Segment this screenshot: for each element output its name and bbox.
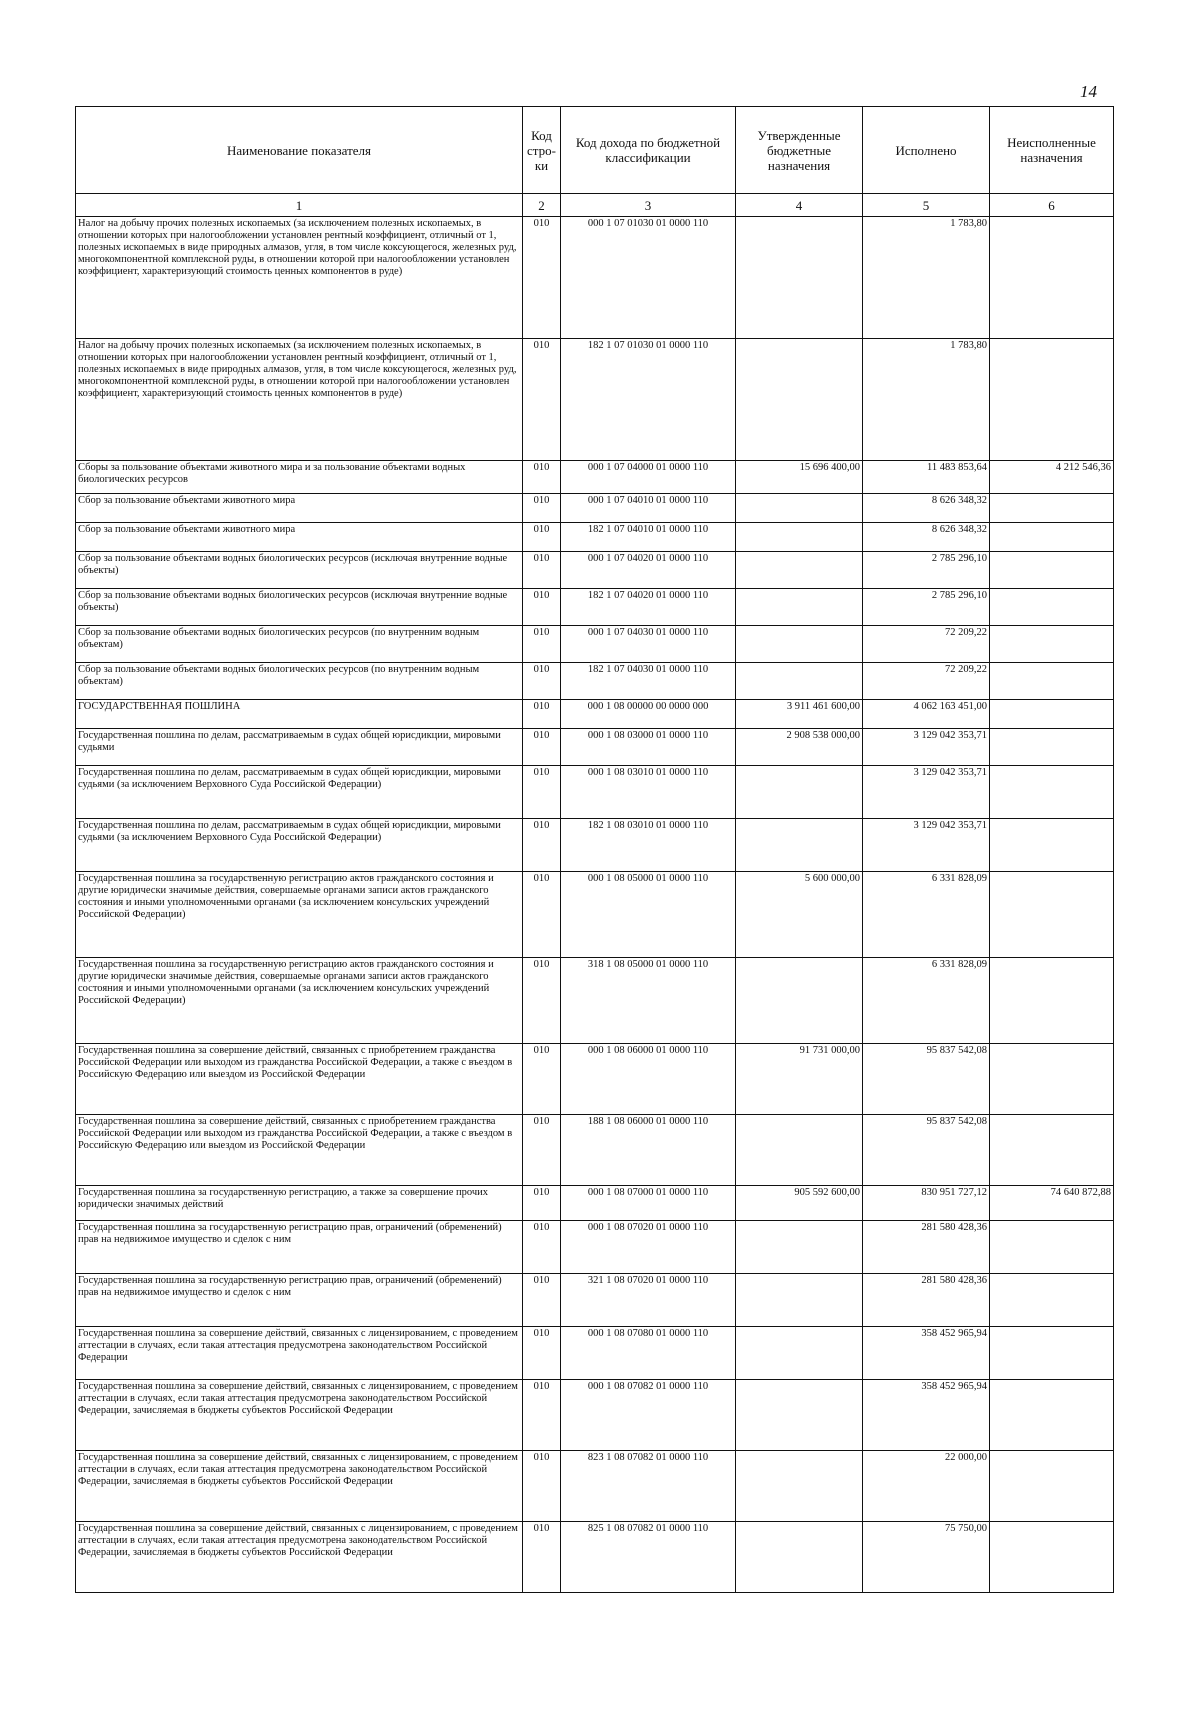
row-line-code: 010 [523, 819, 561, 872]
row-line-code: 010 [523, 1115, 561, 1186]
column-number: 2 [523, 194, 561, 217]
row-unexecuted-amount [990, 339, 1114, 461]
row-indicator-name: Государственная пошлина за совершение действий, связанных с приобретением гражданства Российской Федерации или выходом из гражданства Российской Федерации, а также с въездом в Российскую Федерацию или выездом из Российской Федерации [76, 1044, 523, 1115]
table-row [76, 461, 1114, 494]
row-unexecuted-amount [990, 589, 1114, 626]
row-executed-amount: 3 129 042 353,71 [863, 729, 990, 766]
table-row [76, 523, 1114, 552]
row-income-code: 182 1 07 04020 01 0000 110 [561, 589, 736, 626]
row-indicator-name: Государственная пошлина за государственную регистрацию, а также за совершение прочих юридически значимых действий [76, 1186, 523, 1221]
table-row [76, 819, 1114, 872]
row-income-code: 000 1 07 04010 01 0000 110 [561, 494, 736, 523]
row-indicator-name: Сбор за пользование объектами водных биологических ресурсов (по внутренним водным объектам) [76, 626, 523, 663]
header-row [76, 107, 1114, 194]
column-number: 6 [990, 194, 1114, 217]
row-line-code: 010 [523, 523, 561, 552]
header-unexecuted: Неисполненные назначения [990, 107, 1114, 194]
row-indicator-name: Государственная пошлина за совершение действий, связанных с лицензированием, с проведением аттестации в случаях, если такая аттестация предусмотрена законодательством Российской Федерации, зачисляемая в бюджеты субъектов Российской Федерации [76, 1522, 523, 1593]
row-executed-amount: 6 331 828,09 [863, 958, 990, 1044]
row-approved-amount [736, 339, 863, 461]
row-indicator-name: Государственная пошлина за совершение действий, связанных с лицензированием, с проведением аттестации в случаях, если такая аттестация предусмотрена законодательством Российской Федерации [76, 1327, 523, 1380]
table-row [76, 217, 1114, 339]
row-indicator-name: Государственная пошлина за государственную регистрацию актов гражданского состояния и другие юридически значимые действия, совершаемые органами записи актов гражданского состояния и иными уполномоченными органами (за исключением консульских учреждений Российской Федерации) [76, 958, 523, 1044]
row-executed-amount: 3 129 042 353,71 [863, 819, 990, 872]
row-unexecuted-amount [990, 1327, 1114, 1380]
table-row [76, 872, 1114, 958]
row-indicator-name: Сбор за пользование объектами водных биологических ресурсов (исключая внутренние водные объекты) [76, 589, 523, 626]
row-indicator-name: Государственная пошлина за государственную регистрацию прав, ограничений (обременений) прав на недвижимое имущество и сделок с ним [76, 1221, 523, 1274]
row-line-code: 010 [523, 729, 561, 766]
row-indicator-name: Государственная пошлина за государственную регистрацию прав, ограничений (обременений) прав на недвижимое имущество и сделок с ним [76, 1274, 523, 1327]
row-unexecuted-amount [990, 729, 1114, 766]
row-approved-amount [736, 1274, 863, 1327]
row-income-code: 000 1 08 03000 01 0000 110 [561, 729, 736, 766]
row-unexecuted-amount [990, 552, 1114, 589]
row-line-code: 010 [523, 626, 561, 663]
row-approved-amount [736, 1522, 863, 1593]
table-row [76, 958, 1114, 1044]
row-indicator-name: Налог на добычу прочих полезных ископаемых (за исключением полезных ископаемых, в отношении которых при налогообложении установлен рентный коэффициент, отличный от 1, полезных ископаемых в виде природных алмазов, угля, в том числе коксующегося, железных руд, многокомпонентной комплексной руды, в отношении которой при налогообложении установлен коэффициент, характеризующий стоимость ценных компонентов в руде) [76, 339, 523, 461]
header-income-code: Код дохода по бюджетной классификации [561, 107, 736, 194]
row-unexecuted-amount: 4 212 546,36 [990, 461, 1114, 494]
row-income-code: 000 1 08 07000 01 0000 110 [561, 1186, 736, 1221]
row-line-code: 010 [523, 872, 561, 958]
row-unexecuted-amount [990, 663, 1114, 700]
row-unexecuted-amount [990, 700, 1114, 729]
row-income-code: 000 1 08 03010 01 0000 110 [561, 766, 736, 819]
row-executed-amount: 358 452 965,94 [863, 1380, 990, 1451]
table-row [76, 700, 1114, 729]
row-unexecuted-amount [990, 217, 1114, 339]
header-indicator-name: Наименование показателя [76, 107, 523, 194]
row-approved-amount: 905 592 600,00 [736, 1186, 863, 1221]
row-unexecuted-amount: 74 640 872,88 [990, 1186, 1114, 1221]
row-line-code: 010 [523, 663, 561, 700]
row-unexecuted-amount [990, 626, 1114, 663]
row-income-code: 000 1 08 07082 01 0000 110 [561, 1380, 736, 1451]
table-row [76, 729, 1114, 766]
row-unexecuted-amount [990, 1380, 1114, 1451]
table-row [76, 766, 1114, 819]
row-indicator-name: Государственная пошлина по делам, рассматриваемым в судах общей юрисдикции, мировыми судьями (за исключением Верховного Суда Российской Федерации) [76, 819, 523, 872]
row-line-code: 010 [523, 494, 561, 523]
row-approved-amount [736, 1327, 863, 1380]
row-indicator-name: Сборы за пользование объектами животного мира и за пользование объектами водных биологических ресурсов [76, 461, 523, 494]
row-income-code: 321 1 08 07020 01 0000 110 [561, 1274, 736, 1327]
row-unexecuted-amount [990, 1044, 1114, 1115]
table-row [76, 626, 1114, 663]
row-line-code: 010 [523, 1221, 561, 1274]
row-line-code: 010 [523, 552, 561, 589]
table-row [76, 589, 1114, 626]
row-income-code: 182 1 07 04030 01 0000 110 [561, 663, 736, 700]
row-line-code: 010 [523, 766, 561, 819]
row-executed-amount: 2 785 296,10 [863, 552, 990, 589]
row-income-code: 000 1 08 06000 01 0000 110 [561, 1044, 736, 1115]
table-row [76, 663, 1114, 700]
row-income-code: 000 1 08 07080 01 0000 110 [561, 1327, 736, 1380]
row-executed-amount: 8 626 348,32 [863, 494, 990, 523]
row-approved-amount [736, 1221, 863, 1274]
row-executed-amount: 2 785 296,10 [863, 589, 990, 626]
row-income-code: 000 1 07 01030 01 0000 110 [561, 217, 736, 339]
row-executed-amount: 830 951 727,12 [863, 1186, 990, 1221]
row-unexecuted-amount [990, 766, 1114, 819]
table-row [76, 1380, 1114, 1451]
row-indicator-name: Государственная пошлина за совершение действий, связанных с лицензированием, с проведением аттестации в случаях, если такая аттестация предусмотрена законодательством Российской Федерации, зачисляемая в бюджеты субъектов Российской Федерации [76, 1451, 523, 1522]
row-approved-amount [736, 217, 863, 339]
column-number: 3 [561, 194, 736, 217]
row-indicator-name: Сбор за пользование объектами животного мира [76, 494, 523, 523]
row-unexecuted-amount [990, 1522, 1114, 1593]
row-income-code: 823 1 08 07082 01 0000 110 [561, 1451, 736, 1522]
row-income-code: 000 1 07 04020 01 0000 110 [561, 552, 736, 589]
row-income-code: 000 1 08 00000 00 0000 000 [561, 700, 736, 729]
row-executed-amount: 95 837 542,08 [863, 1044, 990, 1115]
row-line-code: 010 [523, 1274, 561, 1327]
row-indicator-name: Государственная пошлина по делам, рассматриваемым в судах общей юрисдикции, мировыми судьями [76, 729, 523, 766]
row-unexecuted-amount [990, 494, 1114, 523]
row-line-code: 010 [523, 1522, 561, 1593]
row-executed-amount: 3 129 042 353,71 [863, 766, 990, 819]
row-approved-amount [736, 626, 863, 663]
table-row [76, 1274, 1114, 1327]
table-row [76, 1044, 1114, 1115]
row-unexecuted-amount [990, 819, 1114, 872]
row-approved-amount: 91 731 000,00 [736, 1044, 863, 1115]
header-approved: Утвержденные бюджетные назначения [736, 107, 863, 194]
table-row [76, 1115, 1114, 1186]
row-income-code: 182 1 07 01030 01 0000 110 [561, 339, 736, 461]
table-row [76, 1327, 1114, 1380]
row-indicator-name: ГОСУДАРСТВЕННАЯ ПОШЛИНА [76, 700, 523, 729]
table-body [76, 217, 1114, 1593]
column-number: 4 [736, 194, 863, 217]
row-executed-amount: 75 750,00 [863, 1522, 990, 1593]
row-executed-amount: 358 452 965,94 [863, 1327, 990, 1380]
row-executed-amount: 1 783,80 [863, 217, 990, 339]
page-number: 14 [1080, 82, 1097, 101]
row-approved-amount [736, 494, 863, 523]
column-number: 1 [76, 194, 523, 217]
row-indicator-name: Сбор за пользование объектами животного мира [76, 523, 523, 552]
row-line-code: 010 [523, 1327, 561, 1380]
row-approved-amount: 15 696 400,00 [736, 461, 863, 494]
row-approved-amount [736, 958, 863, 1044]
row-unexecuted-amount [990, 1115, 1114, 1186]
row-approved-amount [736, 663, 863, 700]
table-row [76, 339, 1114, 461]
row-indicator-name: Сбор за пользование объектами водных биологических ресурсов (исключая внутренние водные объекты) [76, 552, 523, 589]
header-line-code: Код стро-ки [523, 107, 561, 194]
row-income-code: 000 1 08 05000 01 0000 110 [561, 872, 736, 958]
header-executed: Исполнено [863, 107, 990, 194]
row-approved-amount [736, 1115, 863, 1186]
row-income-code: 182 1 07 04010 01 0000 110 [561, 523, 736, 552]
row-executed-amount: 281 580 428,36 [863, 1221, 990, 1274]
row-approved-amount [736, 523, 863, 552]
table-row [76, 494, 1114, 523]
row-income-code: 318 1 08 05000 01 0000 110 [561, 958, 736, 1044]
row-approved-amount: 3 911 461 600,00 [736, 700, 863, 729]
row-line-code: 010 [523, 339, 561, 461]
row-executed-amount: 281 580 428,36 [863, 1274, 990, 1327]
table-row [76, 1451, 1114, 1522]
row-unexecuted-amount [990, 1274, 1114, 1327]
row-approved-amount: 5 600 000,00 [736, 872, 863, 958]
row-executed-amount: 11 483 853,64 [863, 461, 990, 494]
row-line-code: 010 [523, 217, 561, 339]
row-executed-amount: 1 783,80 [863, 339, 990, 461]
row-approved-amount [736, 589, 863, 626]
row-line-code: 010 [523, 700, 561, 729]
table-row [76, 552, 1114, 589]
row-indicator-name: Государственная пошлина за государственную регистрацию актов гражданского состояния и другие юридически значимые действия, совершаемые органами записи актов гражданского состояния и иными уполномоченными органами (за исключением консульских учреждений Российской Федерации) [76, 872, 523, 958]
row-approved-amount [736, 819, 863, 872]
row-indicator-name: Сбор за пользование объектами водных биологических ресурсов (по внутренним водным объектам) [76, 663, 523, 700]
row-income-code: 000 1 07 04000 01 0000 110 [561, 461, 736, 494]
row-approved-amount [736, 552, 863, 589]
row-unexecuted-amount [990, 1221, 1114, 1274]
row-executed-amount: 95 837 542,08 [863, 1115, 990, 1186]
table-row [76, 1221, 1114, 1274]
row-approved-amount: 2 908 538 000,00 [736, 729, 863, 766]
row-indicator-name: Государственная пошлина за совершение действий, связанных с лицензированием, с проведением аттестации в случаях, если такая аттестация предусмотрена законодательством Российской Федерации, зачисляемая в бюджеты субъектов Российской Федерации [76, 1380, 523, 1451]
row-income-code: 825 1 08 07082 01 0000 110 [561, 1522, 736, 1593]
budget-report-table [75, 106, 1114, 1593]
row-executed-amount: 22 000,00 [863, 1451, 990, 1522]
row-line-code: 010 [523, 589, 561, 626]
row-line-code: 010 [523, 1451, 561, 1522]
row-line-code: 010 [523, 1044, 561, 1115]
row-line-code: 010 [523, 958, 561, 1044]
row-line-code: 010 [523, 1186, 561, 1221]
row-executed-amount: 8 626 348,32 [863, 523, 990, 552]
row-executed-amount: 4 062 163 451,00 [863, 700, 990, 729]
row-approved-amount [736, 1380, 863, 1451]
row-indicator-name: Государственная пошлина за совершение действий, связанных с приобретением гражданства Российской Федерации или выходом из гражданства Российской Федерации, а также с въездом в Российскую Федерацию или выездом из Российской Федерации [76, 1115, 523, 1186]
row-unexecuted-amount [990, 1451, 1114, 1522]
row-income-code: 188 1 08 06000 01 0000 110 [561, 1115, 736, 1186]
column-number: 5 [863, 194, 990, 217]
row-income-code: 000 1 08 07020 01 0000 110 [561, 1221, 736, 1274]
row-executed-amount: 72 209,22 [863, 626, 990, 663]
row-approved-amount [736, 1451, 863, 1522]
row-income-code: 182 1 08 03010 01 0000 110 [561, 819, 736, 872]
table-row [76, 1186, 1114, 1221]
row-approved-amount [736, 766, 863, 819]
row-line-code: 010 [523, 1380, 561, 1451]
row-line-code: 010 [523, 461, 561, 494]
row-indicator-name: Налог на добычу прочих полезных ископаемых (за исключением полезных ископаемых, в отношении которых при налогообложении установлен рентный коэффициент, отличный от 1, полезных ископаемых в виде природных алмазов, угля, в том числе коксующегося, железных руд, многокомпонентной комплексной руды, в отношении которой при налогообложении установлен коэффициент, характеризующий стоимость ценных компонентов в руде) [76, 217, 523, 339]
row-unexecuted-amount [990, 958, 1114, 1044]
table-row [76, 1522, 1114, 1593]
row-executed-amount: 72 209,22 [863, 663, 990, 700]
row-unexecuted-amount [990, 523, 1114, 552]
row-unexecuted-amount [990, 872, 1114, 958]
row-executed-amount: 6 331 828,09 [863, 872, 990, 958]
column-number-row [76, 194, 1114, 217]
row-income-code: 000 1 07 04030 01 0000 110 [561, 626, 736, 663]
row-indicator-name: Государственная пошлина по делам, рассматриваемым в судах общей юрисдикции, мировыми судьями (за исключением Верховного Суда Российской Федерации) [76, 766, 523, 819]
